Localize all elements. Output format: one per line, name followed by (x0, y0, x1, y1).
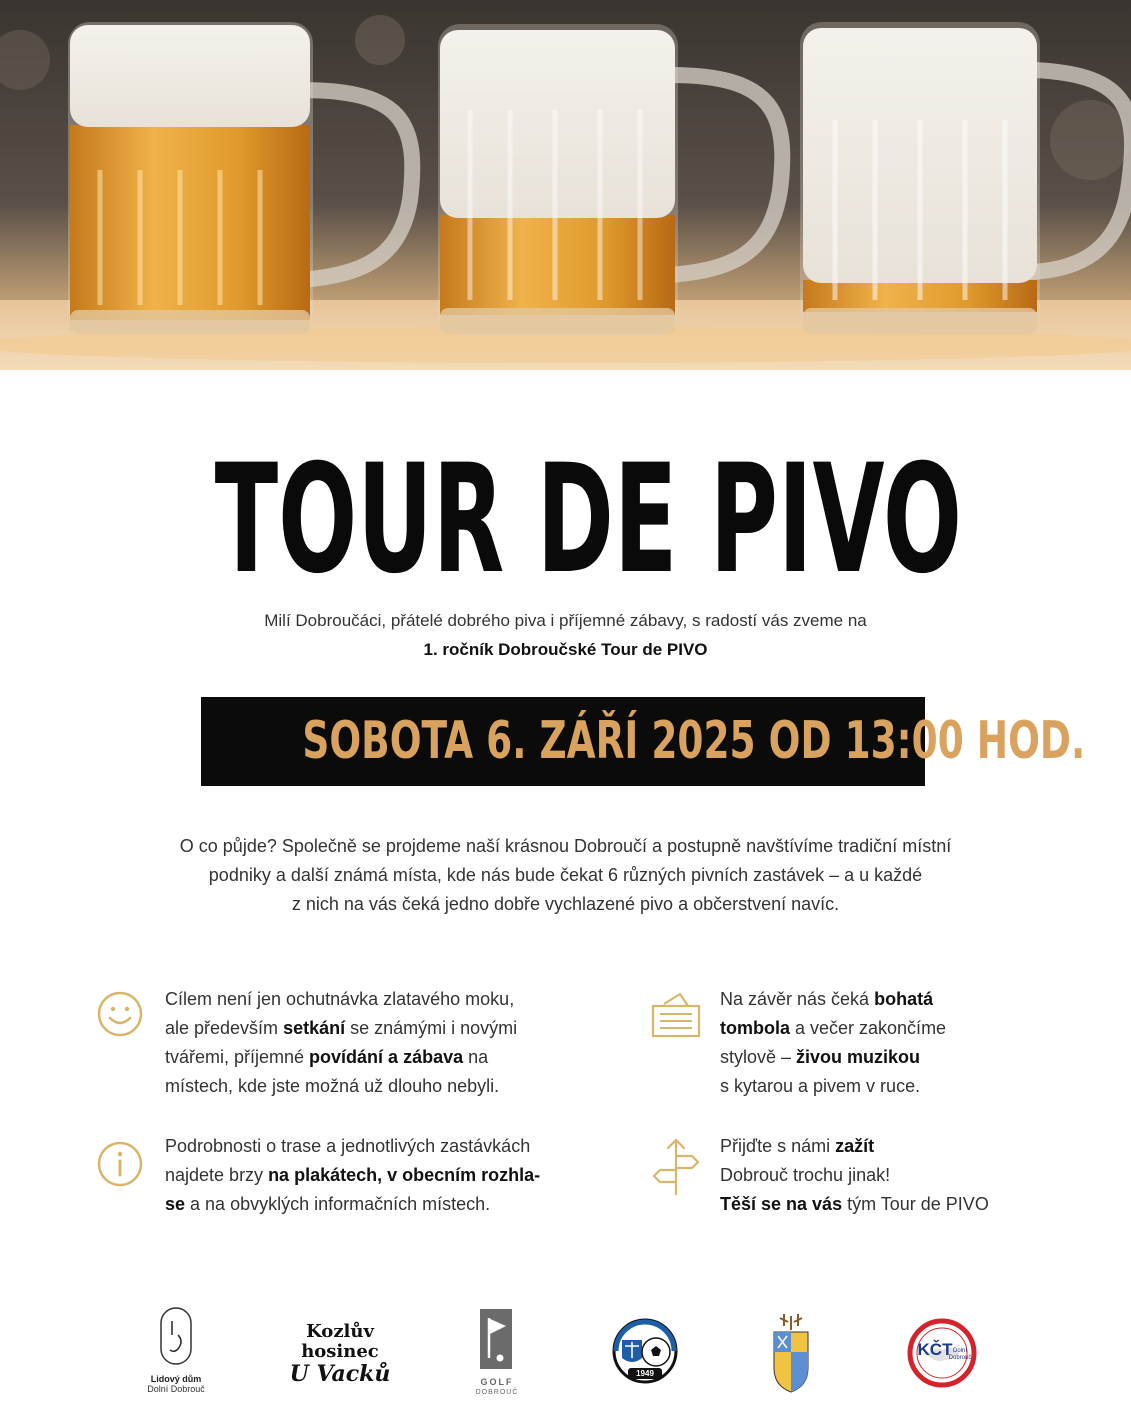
description-line: podniky a další známá místa, kde nás bude čekat 6 různých pivních zastávek – a u každé (208, 865, 923, 885)
date-banner (201, 697, 1086, 786)
feature-invite (720, 1132, 1050, 1219)
page-title: TOUR DE PIVO (214, 433, 962, 607)
intro-text (0, 606, 1131, 664)
feature-line: se a na obvyklých informačních místech. (165, 1194, 491, 1214)
feature-details (165, 1132, 615, 1219)
feature-line: ale především setkání se známými i novými (165, 1018, 518, 1038)
coat-of-arms-icon (770, 1312, 812, 1394)
logo-golf-dobrouc (470, 1306, 524, 1398)
kct-place: Dolní Dobrouč (948, 1348, 972, 1361)
smiley-icon (96, 990, 144, 1038)
logo-dobrouc-coat-of-arms (770, 1312, 812, 1394)
intro-edition: 1. ročník Dobroučské Tour de PIVO (423, 640, 708, 659)
description-line: z nich na vás čeká jedno dobře vychlazené pivo a občerstvení navíc. (291, 894, 840, 914)
feature-line: Přijďte s námi zažít (720, 1136, 875, 1156)
feature-line: Dobrouč trochu jinak! (720, 1165, 891, 1185)
logo-kct (905, 1318, 979, 1388)
hero-beer-photo (0, 0, 1131, 370)
info-icon (96, 1140, 144, 1188)
logo-sokol-club (612, 1318, 678, 1388)
ticket-icon (650, 988, 702, 1040)
signpost-icon (650, 1136, 702, 1198)
feature-meeting (165, 985, 605, 1101)
lidovy-dum-emblem (140, 1305, 212, 1369)
date-banner-text: SOBOTA 6. ZÁŘÍ 2025 OD 13:00 HOD. (302, 711, 1086, 771)
intro-line: Milí Dobroučáci, přátelé dobrého piva i příjemné zábavy, s radostí vás zveme na (264, 611, 867, 630)
feature-line: Cílem není jen ochutnávka zlatavého moku, (165, 989, 515, 1009)
kozluv-line3: U Vacků (289, 1361, 391, 1387)
feature-raffle (720, 985, 1040, 1101)
feature-line: najdete brzy na plakátech, v obecním rozhla- (165, 1165, 541, 1185)
kozluv-line1: Kozlův (306, 1321, 374, 1342)
feature-line: stylově – živou muzikou (720, 1047, 921, 1067)
lidovy-dum-name: Lidový dům (150, 1374, 202, 1384)
feature-line: Podrobnosti o trase a jednotlivých zastávkách (165, 1136, 531, 1156)
feature-line: Na závěr nás čeká bohatá (720, 989, 934, 1009)
logo-lidovy-dum (140, 1305, 212, 1397)
kct-mark: KČT (917, 1340, 953, 1359)
sokol-year: 1949 (636, 1369, 654, 1378)
feature-line: Těší se na vás tým Tour de PIVO (720, 1194, 989, 1214)
description-line: O co půjde? Společně se projdeme naší krásnou Dobroučí a postupně navštívíme tradiční místní (179, 836, 952, 856)
feature-line: místech, kde jste možná už dlouho nebyli. (165, 1076, 500, 1096)
feature-line: tvářemi, příjemné povídání a zábava na (165, 1047, 489, 1067)
event-description (100, 832, 1031, 919)
kozluv-line2: hosinec (301, 1341, 379, 1362)
golf-place: DOBROUČ (475, 1389, 519, 1396)
feature-line: tombola a večer zakončíme (720, 1018, 947, 1038)
golf-flag-icon (470, 1306, 524, 1372)
lidovy-dum-place: Dolní Dobrouč (147, 1384, 205, 1394)
feature-line: s kytarou a pivem v ruce. (720, 1076, 921, 1096)
golf-text: GOLF (480, 1377, 514, 1387)
logo-kozluv-hostinec (285, 1322, 395, 1392)
